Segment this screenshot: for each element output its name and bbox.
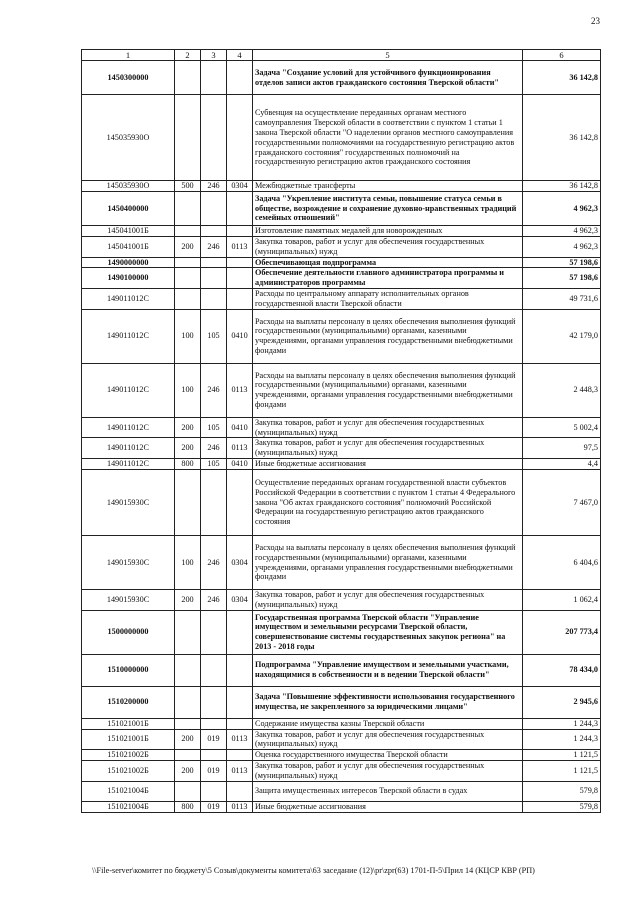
row-admin-code <box>201 61 227 95</box>
row-code: 151021004Б <box>82 801 175 812</box>
row-description: Задача "Повышение эффективности использования государственного имущества, не закрепленного за юридическими лицами" <box>253 686 523 718</box>
table-row <box>82 750 601 761</box>
row-section <box>227 61 253 95</box>
row-admin-code <box>201 257 227 268</box>
row-admin-code <box>201 226 227 237</box>
row-amount: 1 244,3 <box>523 729 601 750</box>
budget-table <box>81 49 601 813</box>
row-code: 1510200000 <box>82 686 175 718</box>
table-row <box>82 95 601 181</box>
row-section: 0113 <box>227 729 253 750</box>
row-section: 0113 <box>227 801 253 812</box>
row-section: 0410 <box>227 459 253 470</box>
row-admin-code: 246 <box>201 236 227 257</box>
row-code: 145035930О <box>82 95 175 181</box>
header-col-2: 2 <box>175 50 201 61</box>
row-amount: 4 962,3 <box>523 192 601 226</box>
row-section <box>227 781 253 801</box>
row-description: Задача "Укрепление института семьи, повышение статуса семьи в обществе, возрождение и сохранение духовно-нравственных традиций семейных отношений" <box>253 192 523 226</box>
row-amount: 2 448,3 <box>523 363 601 417</box>
row-description: Подпрограмма "Управление имуществом и земельными участками, находящимися в собственности и в ведении Тверской области" <box>253 654 523 686</box>
row-section: 0304 <box>227 181 253 192</box>
table-body <box>82 61 601 812</box>
row-section <box>227 257 253 268</box>
row-section: 0304 <box>227 536 253 590</box>
row-description: Оценка государственного имущества Тверской области <box>253 750 523 761</box>
row-admin-code: 019 <box>201 761 227 782</box>
footer-file-path: \\File-server\комитет по бюджету\5 Созыв\документы комитета\63 заседание (12)\pr\zpr(63) 1701-П-5\Прил 14 (КЦСР КВР (РП) <box>92 866 535 875</box>
row-expense-type <box>175 654 201 686</box>
row-amount: 49 731,6 <box>523 289 601 310</box>
row-expense-type: 500 <box>175 181 201 192</box>
row-admin-code: 105 <box>201 309 227 363</box>
row-section: 0410 <box>227 417 253 438</box>
row-code: 145035930О <box>82 181 175 192</box>
row-code: 145041001Б <box>82 226 175 237</box>
row-expense-type <box>175 289 201 310</box>
row-admin-code <box>201 750 227 761</box>
row-description: Расходы на выплаты персоналу в целях обеспечения выполнения функций государственными (муниципальными) органами, казенными учреждениями, органами управления государственными внебюджетными фондами <box>253 363 523 417</box>
table-row <box>82 289 601 310</box>
row-amount: 4,4 <box>523 459 601 470</box>
row-section: 0113 <box>227 236 253 257</box>
row-code: 1450400000 <box>82 192 175 226</box>
row-code: 151021001Б <box>82 729 175 750</box>
row-amount: 4 962,3 <box>523 236 601 257</box>
row-amount: 1 062,4 <box>523 590 601 611</box>
row-code: 1510000000 <box>82 654 175 686</box>
row-code: 149011012С <box>82 363 175 417</box>
table-row <box>82 590 601 611</box>
row-admin-code: 105 <box>201 417 227 438</box>
row-amount: 6 404,6 <box>523 536 601 590</box>
row-expense-type: 200 <box>175 236 201 257</box>
row-expense-type: 100 <box>175 536 201 590</box>
row-code: 149015930С <box>82 536 175 590</box>
row-amount: 78 434,0 <box>523 654 601 686</box>
row-section: 0113 <box>227 438 253 459</box>
row-amount: 579,8 <box>523 801 601 812</box>
row-expense-type <box>175 61 201 95</box>
row-amount: 57 198,6 <box>523 257 601 268</box>
row-admin-code <box>201 192 227 226</box>
row-description: Иные бюджетные ассигнования <box>253 801 523 812</box>
row-section: 0304 <box>227 590 253 611</box>
row-code: 151021002Б <box>82 750 175 761</box>
table-row <box>82 801 601 812</box>
row-description: Расходы на выплаты персоналу в целях обеспечения выполнения функций государственными (муниципальными) органами, казенными учреждениями, органами управления государственными внебюджетными фондами <box>253 536 523 590</box>
table-row <box>82 470 601 536</box>
row-section <box>227 654 253 686</box>
row-expense-type <box>175 257 201 268</box>
row-amount: 207 773,4 <box>523 610 601 654</box>
table-row <box>82 718 601 729</box>
row-expense-type <box>175 226 201 237</box>
row-section: 0410 <box>227 309 253 363</box>
table-row <box>82 438 601 459</box>
table-header-row <box>82 50 601 61</box>
row-expense-type: 800 <box>175 801 201 812</box>
row-admin-code: 246 <box>201 438 227 459</box>
row-admin-code <box>201 95 227 181</box>
table-row <box>82 654 601 686</box>
row-code: 149011012С <box>82 417 175 438</box>
row-description: Закупка товаров, работ и услуг для обеспечения государственных (муниципальных) нужд <box>253 729 523 750</box>
row-expense-type <box>175 192 201 226</box>
table-row <box>82 459 601 470</box>
header-col-6: 6 <box>523 50 601 61</box>
row-amount: 42 179,0 <box>523 309 601 363</box>
row-amount: 1 121,5 <box>523 750 601 761</box>
row-admin-code <box>201 289 227 310</box>
row-description: Защита имущественных интересов Тверской области в судах <box>253 781 523 801</box>
row-admin-code <box>201 718 227 729</box>
row-expense-type <box>175 268 201 289</box>
row-description: Закупка товаров, работ и услуг для обеспечения государственных (муниципальных) нужд <box>253 236 523 257</box>
row-amount: 97,5 <box>523 438 601 459</box>
row-expense-type <box>175 718 201 729</box>
header-col-4: 4 <box>227 50 253 61</box>
row-expense-type <box>175 686 201 718</box>
table-row <box>82 226 601 237</box>
table-row <box>82 257 601 268</box>
row-admin-code: 246 <box>201 181 227 192</box>
row-code: 151021004Б <box>82 781 175 801</box>
row-admin-code <box>201 610 227 654</box>
row-section <box>227 470 253 536</box>
row-code: 149015930С <box>82 470 175 536</box>
row-amount: 5 002,4 <box>523 417 601 438</box>
row-section: 0113 <box>227 761 253 782</box>
table-row <box>82 181 601 192</box>
row-description: Расходы на выплаты персоналу в целях обеспечения выполнения функций государственными (муниципальными) органами, казенными учреждениями, органами управления государственными внебюджетными фондами <box>253 309 523 363</box>
row-code: 145041001Б <box>82 236 175 257</box>
row-code: 149011012С <box>82 459 175 470</box>
row-admin-code: 019 <box>201 729 227 750</box>
row-description: Обеспечение деятельности главного администратора программы и администраторов программы <box>253 268 523 289</box>
row-amount: 1 121,5 <box>523 761 601 782</box>
row-amount: 2 945,6 <box>523 686 601 718</box>
row-amount: 57 198,6 <box>523 268 601 289</box>
header-col-5: 5 <box>253 50 523 61</box>
table-row <box>82 268 601 289</box>
row-code: 149015930С <box>82 590 175 611</box>
row-code: 149011012С <box>82 438 175 459</box>
row-admin-code: 105 <box>201 459 227 470</box>
row-admin-code: 246 <box>201 590 227 611</box>
row-section <box>227 610 253 654</box>
row-description: Закупка товаров, работ и услуг для обеспечения государственных (муниципальных) нужд <box>253 438 523 459</box>
row-section: 0113 <box>227 363 253 417</box>
row-expense-type: 200 <box>175 590 201 611</box>
row-description: Осуществление переданных органам государственной власти субъектов Российской Федерации в соответствии с пунктом 1 статьи 4 Федерального закона "Об актах гражданского состояния" полномочий Российской Федерации на государственную регистрацию актов гражданского состояния <box>253 470 523 536</box>
row-expense-type: 200 <box>175 761 201 782</box>
table-row <box>82 417 601 438</box>
row-section <box>227 750 253 761</box>
row-description: Обеспечивающая подпрограмма <box>253 257 523 268</box>
row-admin-code <box>201 268 227 289</box>
row-description: Закупка товаров, работ и услуг для обеспечения государственных (муниципальных) нужд <box>253 417 523 438</box>
row-section <box>227 289 253 310</box>
row-admin-code <box>201 686 227 718</box>
row-code: 1500000000 <box>82 610 175 654</box>
row-amount: 36 142,8 <box>523 95 601 181</box>
table-row <box>82 729 601 750</box>
row-admin-code: 019 <box>201 801 227 812</box>
row-expense-type <box>175 470 201 536</box>
table-row <box>82 536 601 590</box>
table-row <box>82 236 601 257</box>
row-expense-type: 800 <box>175 459 201 470</box>
row-expense-type <box>175 95 201 181</box>
row-amount: 4 962,3 <box>523 226 601 237</box>
row-amount: 36 142,8 <box>523 181 601 192</box>
row-code: 149011012С <box>82 289 175 310</box>
row-expense-type <box>175 781 201 801</box>
row-code: 151021001Б <box>82 718 175 729</box>
table-row <box>82 781 601 801</box>
table-row <box>82 61 601 95</box>
row-admin-code: 246 <box>201 536 227 590</box>
row-description: Изготовление памятных медалей для новорожденных <box>253 226 523 237</box>
row-section <box>227 718 253 729</box>
row-admin-code <box>201 781 227 801</box>
row-amount: 579,8 <box>523 781 601 801</box>
row-description: Расходы по центральному аппарату исполнительных органов государственной власти Тверской области <box>253 289 523 310</box>
table-row <box>82 761 601 782</box>
row-expense-type <box>175 610 201 654</box>
row-expense-type: 100 <box>175 363 201 417</box>
row-description: Государственная программа Тверской области "Управление имуществом и земельными ресурсами Тверской области, совершенствование системы государственных закупок региона" на 2013 - 2018 годы <box>253 610 523 654</box>
row-expense-type: 100 <box>175 309 201 363</box>
row-section <box>227 686 253 718</box>
row-expense-type: 200 <box>175 729 201 750</box>
row-code: 149011012С <box>82 309 175 363</box>
table-row <box>82 309 601 363</box>
header-col-3: 3 <box>201 50 227 61</box>
row-expense-type: 200 <box>175 417 201 438</box>
row-section <box>227 268 253 289</box>
row-section <box>227 226 253 237</box>
row-description: Содержание имущества казны Тверской области <box>253 718 523 729</box>
header-col-1: 1 <box>82 50 175 61</box>
row-amount: 36 142,8 <box>523 61 601 95</box>
row-code: 151021002Б <box>82 761 175 782</box>
row-description: Межбюджетные трансферты <box>253 181 523 192</box>
row-admin-code <box>201 470 227 536</box>
page-number: 23 <box>591 16 600 26</box>
row-description: Иные бюджетные ассигнования <box>253 459 523 470</box>
row-description: Задача "Создание условий для устойчивого функционирования отделов записи актов гражданского состояния Тверской области" <box>253 61 523 95</box>
table-row <box>82 192 601 226</box>
row-amount: 1 244,3 <box>523 718 601 729</box>
table-row <box>82 686 601 718</box>
row-code: 1490000000 <box>82 257 175 268</box>
row-admin-code <box>201 654 227 686</box>
table-row <box>82 363 601 417</box>
row-code: 1490100000 <box>82 268 175 289</box>
row-description: Субвенция на осуществление переданных органам местного самоуправления Тверской области в соответствии с пунктом 1 статьи 1 закона Тверской области "О наделении органов местного самоуправления государственными полномочиями на государственную регистрацию актов гражданского состояния" государственных полномочий на государственную регистрацию актов гражданского состояния <box>253 95 523 181</box>
table-row <box>82 610 601 654</box>
row-amount: 7 467,0 <box>523 470 601 536</box>
row-expense-type: 200 <box>175 438 201 459</box>
row-code: 1450300000 <box>82 61 175 95</box>
row-section <box>227 95 253 181</box>
row-description: Закупка товаров, работ и услуг для обеспечения государственных (муниципальных) нужд <box>253 761 523 782</box>
row-section <box>227 192 253 226</box>
row-description: Закупка товаров, работ и услуг для обеспечения государственных (муниципальных) нужд <box>253 590 523 611</box>
row-admin-code: 246 <box>201 363 227 417</box>
row-expense-type <box>175 750 201 761</box>
